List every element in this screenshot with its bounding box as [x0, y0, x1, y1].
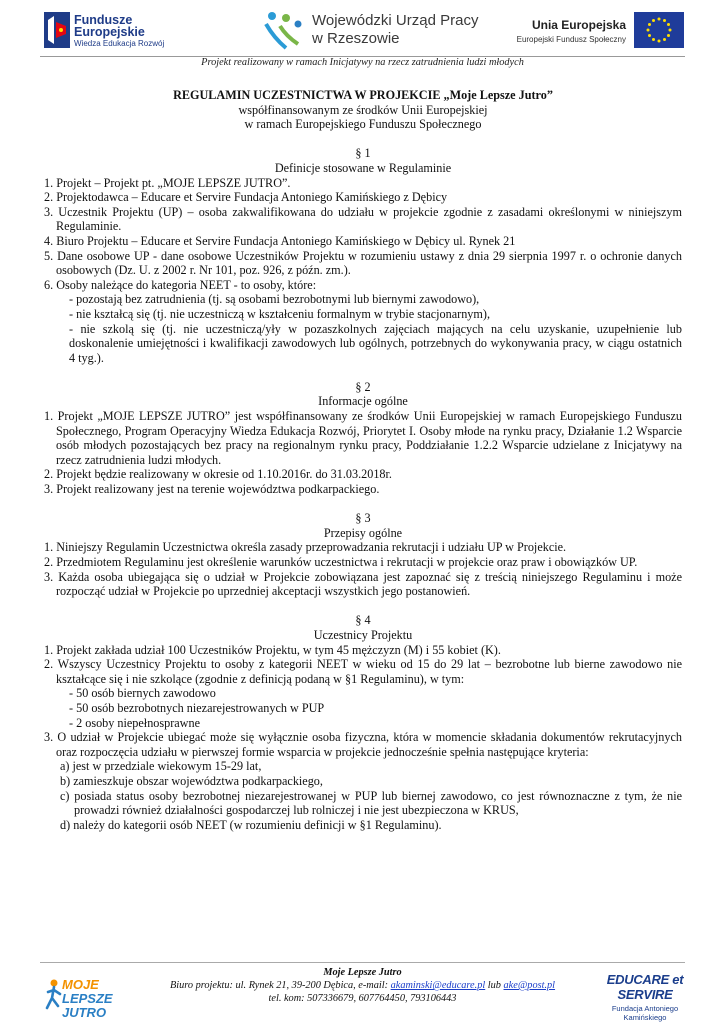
- wup-people-icon: [260, 8, 306, 52]
- section-3-number: § 3: [355, 511, 371, 526]
- s2-item-1: 1. Projekt „MOJE LEPSZE JUTRO” jest współfinansowany ze środków Unii Europejskiej w ramach Europejskiego Funduszu Społecznego, Program Operacyjny Wiedza Edukacja Rozwój, Priorytet I. Osoby młode na rynku pracy, Działanie 1.2 Wsparcie osób młodych pozostających bez pracy na regionalnym rynku pracy, Poddziałanie 1.2.2 Wsparcie udzielane z Inicjatywy na rzecz zatrudnienia ludzi młodych.: [44, 409, 682, 467]
- ue-title: Unia Europejska: [531, 18, 626, 32]
- email-link-2[interactable]: ake@post.pl: [503, 980, 556, 991]
- section-2-number: § 2: [355, 379, 371, 394]
- s2-item-3: 3. Projekt realizowany jest na terenie województwa podkarpackiego.: [44, 482, 380, 497]
- es-logo-line2: Fundacja Antoniego Kamińskiego: [611, 1004, 679, 1022]
- s1-item-2: 2. Projektodawca – Educare et Servire Fundacja Antoniego Kamińskiego z Dębicy: [44, 190, 448, 205]
- fe-logo-line2: Europejskie: [74, 25, 145, 39]
- section-4-heading: Uczestnicy Projektu: [313, 627, 413, 642]
- fe-flag-icon: [44, 12, 70, 48]
- footer-contact: [150, 966, 575, 1005]
- s4-item-3-d: d) należy do kategorii osób NEET (w rozumieniu definicji w §1 Regulaminu).: [60, 817, 442, 832]
- s4-item-1: 1. Projekt zakłada udział 100 Uczestników Projektu, w tym 45 mężczyzn (M) i 55 kobiet (K).: [44, 642, 501, 657]
- section-2-heading: Informacje ogólne: [318, 394, 408, 409]
- s1-item-6-b: - nie kształcą się (tj. nie uczestniczą w kształceniu formalnym w trybie stacjonarnym),: [69, 306, 490, 321]
- s4-item-3-c: c) posiada status osoby bezrobotnej niezarejestrowanej w PUP lub biernej zawodowo, co jest równoznaczne z tym, że nie prowadzi również działalności gospodarczej lub rolniczej i nie jest ubezpieczona w KRUS,: [60, 788, 682, 818]
- s4-item-2-c: - 2 osoby niepełnosprawne: [69, 715, 200, 730]
- s1-item-6-a: - pozostają bez zatrudnienia (tj. są osobami bezrobotnymi lub biernymi zawodowo),: [69, 292, 480, 307]
- s1-item-4: 4. Biuro Projektu – Educare et Servire Fundacja Antoniego Kamińskiego w Dębicy ul. Rynek 21: [44, 233, 516, 248]
- section-3-heading: Przepisy ogólne: [323, 525, 403, 540]
- wup-line2: w Rzeszowie: [312, 30, 400, 47]
- s4-item-3-a: a) jest w przedziale wiekowym 15-29 lat,: [60, 759, 262, 774]
- mlj-logo-line2: LEPSZE JUTRO: [62, 991, 113, 1020]
- s3-item-3: 3. Każda osoba ubiegająca się o udział w Projekcie zobowiązana jest zapoznać się z treścią niniejszego Regulaminu i może rozpocząć udział w Projekcie po uprzedniej akceptacji wszystkich jego postanowień.: [44, 569, 682, 599]
- wup-line1: Wojewódzki Urząd Pracy: [312, 12, 479, 29]
- es-logo-line1: EDUCARE et SERVIRE: [606, 972, 684, 1002]
- s4-item-3-b: b) zamieszkuje obszar województwa podkarpackiego,: [60, 773, 323, 788]
- section-4-number: § 4: [355, 613, 371, 628]
- s4-item-2-a: - 50 osób biernych zawodowo: [69, 686, 216, 701]
- footer-divider: [40, 962, 685, 963]
- s3-item-2: 2. Przedmiotem Regulaminu jest określenie warunków uczestnictwa i rekrutacji w projekcie oraz praw i obowiązków UP.: [44, 555, 638, 569]
- s3-item-1: 1. Niniejszy Regulamin Uczestnictwa określa zasady przeprowadzania rekrutacji i udziału UP w Projekcie.: [44, 540, 567, 555]
- moje-lepsze-jutro-logo: [44, 974, 134, 1020]
- s1-item-3: 3. Uczestnik Projektu (UP) – osoba zakwalifikowana do udziału w projekcie zgodnie z zasadami określonymi w niniejszym Regulaminie.: [44, 204, 682, 234]
- s1-item-1: 1. Projekt – Projekt pt. „MOJE LEPSZE JUTRO”.: [44, 175, 291, 190]
- section-1-number: § 1: [355, 146, 371, 161]
- footer-phones: tel. kom: 507336679, 607764450, 793106443: [268, 993, 457, 1004]
- footer-title: Moje Lepsze Jutro: [323, 967, 402, 978]
- footer-address-line: [150, 979, 575, 992]
- runner-icon: [44, 978, 64, 1010]
- s2-item-2: 2. Projekt będzie realizowany w okresie od 1.10.2016r. do 31.03.2018r.: [44, 467, 392, 482]
- header-subtitle: Projekt realizowany w ramach Inicjatywy na rzecz zatrudnienia ludzi młodych: [201, 57, 524, 68]
- s4-item-2: 2. Wszyscy Uczestnicy Projektu to osoby z kategorii NEET w wieku od 15 do 29 lat – bezrobotne lub bierne zawodowo nie kształcące się i nie szkolące (zgodnie z definicją podaną w §1 Regulaminu), w tym:: [44, 657, 682, 686]
- email-link-1[interactable]: akaminski@educare.pl: [390, 980, 486, 991]
- doc-title-line3: w ramach Europejskiego Funduszu Społecznego: [244, 117, 482, 132]
- eu-flag-icon: [634, 12, 684, 48]
- wup-rzeszow-logo: [260, 8, 480, 54]
- header-logos: [0, 6, 725, 56]
- fe-logo-sub: Wiedza Edukacja Rozwój: [74, 39, 165, 48]
- ue-sub: Europejski Fundusz Społeczny: [516, 35, 626, 44]
- fundusze-europejskie-logo: [44, 8, 174, 56]
- s4-item-2-b: - 50 osób bezrobotnych niezarejestrowanych w PUP: [69, 700, 325, 715]
- s1-item-6: 6. Osoby należące do kategoria NEET - to osoby, które:: [44, 277, 317, 292]
- doc-title: REGULAMIN UCZESTNICTWA W PROJEKCIE „Moje Lepsze Jutro”: [173, 88, 553, 102]
- footer-or: lub: [485, 980, 504, 991]
- unia-europejska-logo: [508, 12, 684, 52]
- mlj-logo-line1: MOJE: [62, 977, 99, 992]
- s4-item-3: 3. O udział w Projekcie ubiegać może się wyłącznie osoba fizyczna, która w momencie składania dokumentów rekrutacyjnych oraz rozpoczęcia udziału w pierwszej formie wsparcia w projekcie jednocześnie spełnia następujące kryteria:: [44, 730, 682, 759]
- section-1-heading: Definicje stosowane w Regulaminie: [274, 160, 452, 175]
- educare-et-servire-logo: [590, 972, 700, 1022]
- s1-item-6-c: - nie szkolą się (tj. nie uczestniczą/yły w pozaszkolnych zajęciach mających na celu uzyskanie, uzupełnienie lub doskonalenie umiejętności i kwalifikacji zawodowych lub ogólnych, potrzebnych do wykonywania pracy, w ciągu ostatnich 4 tyg.).: [69, 321, 682, 365]
- doc-title-line2: współfinansowanym ze środków Unii Europejskiej: [238, 102, 488, 117]
- s1-item-5: 5. Dane osobowe UP - dane osobowe Uczestników Projektu w rozumieniu ustawy z dnia 29 sierpnia 1997 r. o ochronie danych osobowych (Dz. U. z 2002 r. Nr 101, poz. 926, z późn. zm.).: [44, 248, 682, 278]
- document-body: [44, 88, 682, 832]
- fe-logo-line1: Fundusze: [74, 13, 133, 27]
- footer-address: Biuro projektu: ul. Rynek 21, 39-200 Dębica, e-mail:: [169, 980, 391, 991]
